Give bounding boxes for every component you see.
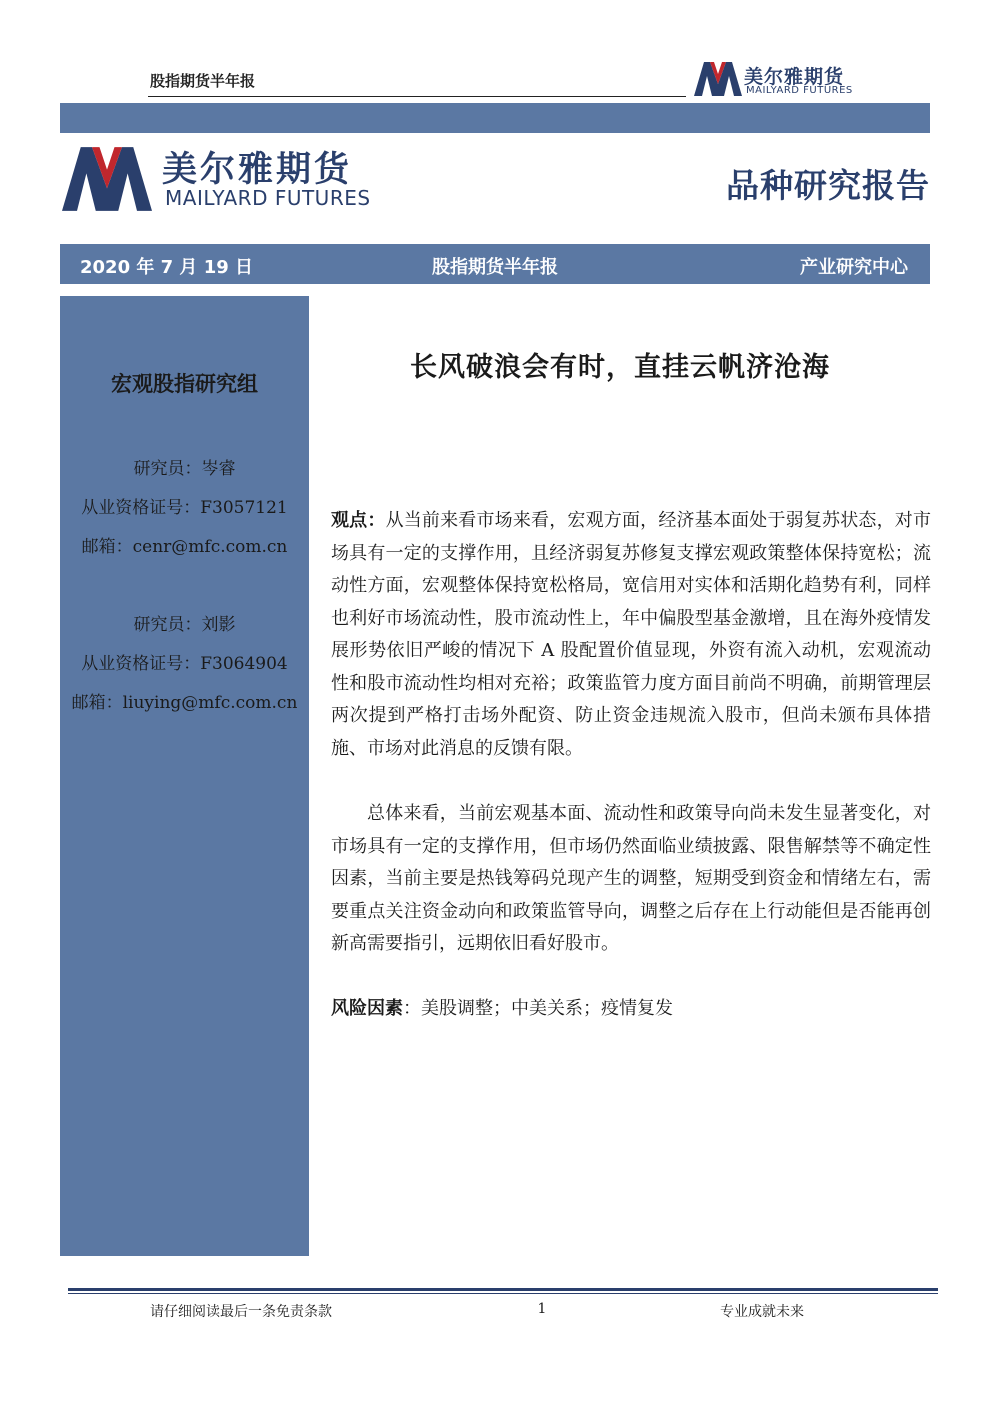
logo-mark-icon xyxy=(62,146,152,212)
report-type-title: 品种研究报告 xyxy=(726,166,930,205)
analyst-sidebar xyxy=(60,296,309,1256)
analyst-name: 研究员：岑睿 xyxy=(133,459,236,479)
research-group: 宏观股指研究组 xyxy=(111,372,258,396)
footer-disclaimer: 请仔细阅读最后一条免责条款 xyxy=(150,1304,332,1320)
analyst-license: 从业资格证号：F3064904 xyxy=(81,654,288,674)
page-number: 1 xyxy=(537,1301,547,1317)
footer-rule xyxy=(68,1288,938,1291)
header-rule xyxy=(148,96,686,97)
headline: 长风破浪会有时，直挂云帆济沧海 xyxy=(410,352,830,383)
report-date: 2020 年 7 月 19 日 xyxy=(80,257,254,278)
running-title: 股指期货半年报 xyxy=(150,72,256,90)
report-kind: 股指期货半年报 xyxy=(432,257,558,278)
small-brand-logo xyxy=(694,62,864,98)
small-brand-name-en: MAILYARD FUTURES xyxy=(746,85,853,96)
analyst-email[interactable]: 邮箱：liuying@mfc.com.cn xyxy=(71,693,298,713)
analyst-email[interactable]: 邮箱：cenr@mfc.com.cn xyxy=(81,537,288,557)
analyst-name: 研究员：刘影 xyxy=(133,615,236,635)
brand-name-en: MAILYARD FUTURES xyxy=(165,186,371,210)
department: 产业研究中心 xyxy=(800,257,908,278)
risk-text: ：美股调整；中美关系；疫情复发 xyxy=(403,998,673,1019)
viewpoint-text: 从当前来看市场来看，宏观方面，经济基本面处于弱复苏状态，对市场具有一定的支撑作用，且经济弱复苏修复支撑宏观政策整体保持宽松；流动性方面，宏观整体保持宽松格局，宽信用对实体和活期化趋势有利，同样也利好市场流动性，股市流动性上，年中偏股型基金激增，且在海外疫情发展形势依旧严峻的情况下 A 股配置价值显现，外资有流入动机，宏观流动性和股市流动性均相对充裕；政策监管力度方面目前尚不明确，前期管理层两次提到严格打击场外配资、防止资金违规流入股市，但尚未颁布具体措施、市场对此消息的反馈有限。 xyxy=(331,510,931,759)
viewpoint-paragraph xyxy=(331,505,931,765)
risk-paragraph xyxy=(331,993,931,1026)
header-band xyxy=(60,103,930,133)
brand-logo xyxy=(62,140,372,218)
footer-slogan: 专业成就未来 xyxy=(720,1304,804,1320)
info-bar xyxy=(60,244,930,284)
logo-mark-icon xyxy=(694,62,742,96)
footer-rule-thin xyxy=(68,1293,938,1294)
viewpoint-label: 观点： xyxy=(331,510,386,531)
small-brand-name-cn: 美尔雅期货 xyxy=(744,66,845,88)
summary-paragraph: 总体来看，当前宏观基本面、流动性和政策导向尚未发生显著变化，对市场具有一定的支撑作用，但市场仍然面临业绩披露、限售解禁等不确定性因素，当前主要是热钱筹码兑现产生的调整，短期受到资金和情绪左右，需要重点关注资金动向和政策监管导向，调整之后存在上行动能但是否能再创新高需要指引，远期依旧看好股市。 xyxy=(331,803,931,954)
brand-name-cn: 美尔雅期货 xyxy=(162,150,353,190)
analyst-license: 从业资格证号：F3057121 xyxy=(81,498,288,518)
risk-label: 风险因素 xyxy=(331,998,403,1019)
